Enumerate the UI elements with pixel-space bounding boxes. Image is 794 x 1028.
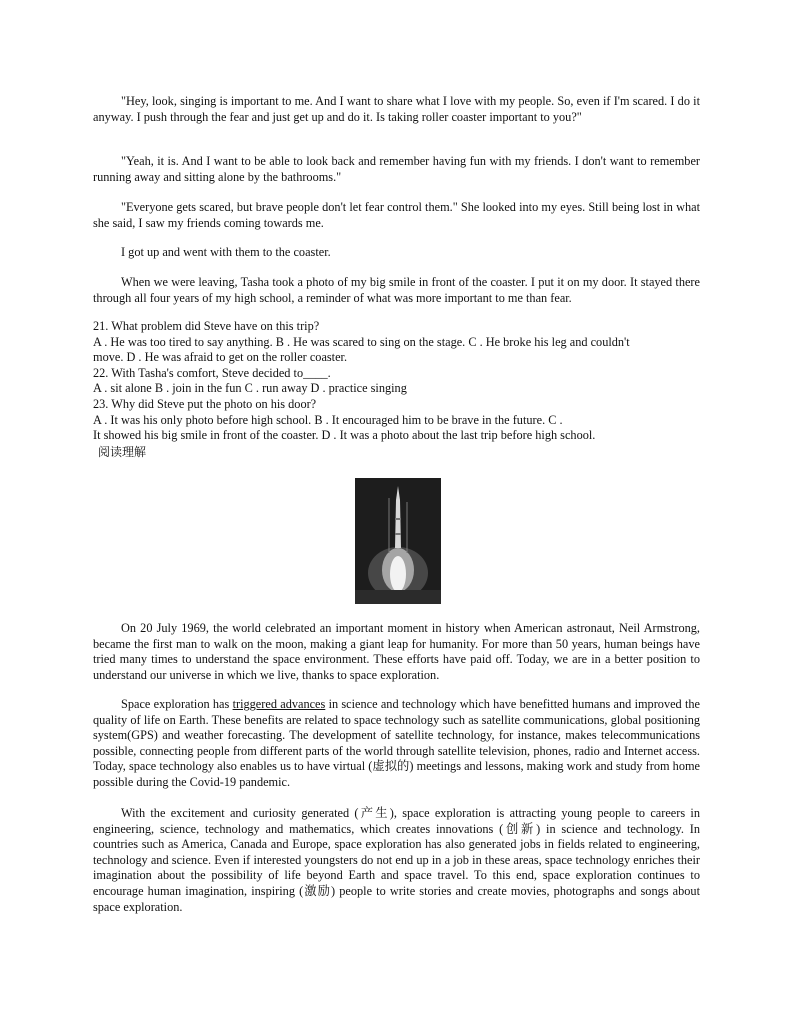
question-22-options: A . sit alone B . join in the fun C . run away D . practice singing (93, 381, 407, 395)
story-paragraph-5: When we were leaving, Tasha took a photo of my big smile in front of the coaster. I put it on my door. It stayed there through all four years of my high school, a reminder of what was more important to me than fear. (93, 275, 700, 305)
article-paragraph-1: On 20 July 1969, the world celebrated an important moment in history when American astronaut, Neil Armstrong, became the first man to walk on the moon, making a giant leap for humanity. For more than 50 years, human beings have tried many times to understand the space environment. These efforts have paid off. Today, we are in a better position to understand our universe in which we live, thanks to space exploration. (93, 621, 700, 682)
question-21-options-cont: move. D . He was afraid to get on the roller coaster. (93, 350, 348, 364)
article-p2-start: Space exploration has (121, 697, 233, 711)
story-paragraph-1: "Hey, look, singing is important to me. And I want to share what I love with my people. So, even if I'm scared. I do it anyway. I push through the fear and just get up and do it. Is taking roller coaster important to you?" (93, 94, 700, 124)
question-23-options: A . It was his only photo before high school. B . It encouraged him to be brave in the future. C . (93, 413, 563, 427)
story-paragraph-3: "Everyone gets scared, but brave people don't let fear control them." She looked into my eyes. Still being lost in what she said, I saw my friends coming towards me. (93, 200, 700, 230)
article-paragraph-3: With the excitement and curiosity generated (产生), space exploration is attracting young people to careers in engineering, science, technology and mathematics, which creates innovations (创新) in science and technology. In countries such as America, Canada and Europe, space exploration has also generated jobs in fields related to engineering, technology and science. Even if interested youngsters do not end up in a job in these areas, space technology enriches their imagination about the possibility of life beyond Earth and space travel. To this end, space exploration continues to encourage human imagination, inspiring (激励) people to write stories and create movies, photographs and songs about space exploration. (93, 806, 700, 914)
article-p2-rest: in science and technology which have benefitted humans and improved the quality of life on Earth. These benefits are related to space technology such as satellite communications, global positioning system(GPS) and weather forecasting. The development of satellite technology, for instance, makes telecommunications possible, connecting people from different parts of the world through satellite television, phones, radio and Internet access. Today, space technology also enables us to have virtual (虚拟的) meetings and lessons, making work and study from home possible during the Covid-19 pandemic. (93, 697, 700, 789)
story-paragraph-2: "Yeah, it is. And I want to be able to look back and remember having fun with my friends. I don't want to remember running away and sitting alone by the bathrooms." (93, 154, 700, 184)
story-paragraph-4: I got up and went with them to the coaster. (121, 245, 331, 259)
article-paragraph-2 (93, 697, 700, 791)
question-21: 21. What problem did Steve have on this trip? (93, 319, 320, 333)
underlined-phrase: triggered advances (232, 697, 326, 711)
question-23-options-cont: It showed his big smile in front of the coaster. D . It was a photo about the last trip before high school. (93, 428, 596, 442)
section-label: 阅读理解 (98, 445, 147, 459)
rocket-launch-photo (355, 478, 441, 604)
question-22: 22. With Tasha's comfort, Steve decided to____. (93, 366, 331, 380)
question-21-options: A . He was too tired to say anything. B . He was scared to sing on the stage. C . He broke his leg and couldn't (93, 335, 630, 349)
rocket-icon (355, 478, 441, 604)
question-23: 23. Why did Steve put the photo on his door? (93, 397, 317, 411)
